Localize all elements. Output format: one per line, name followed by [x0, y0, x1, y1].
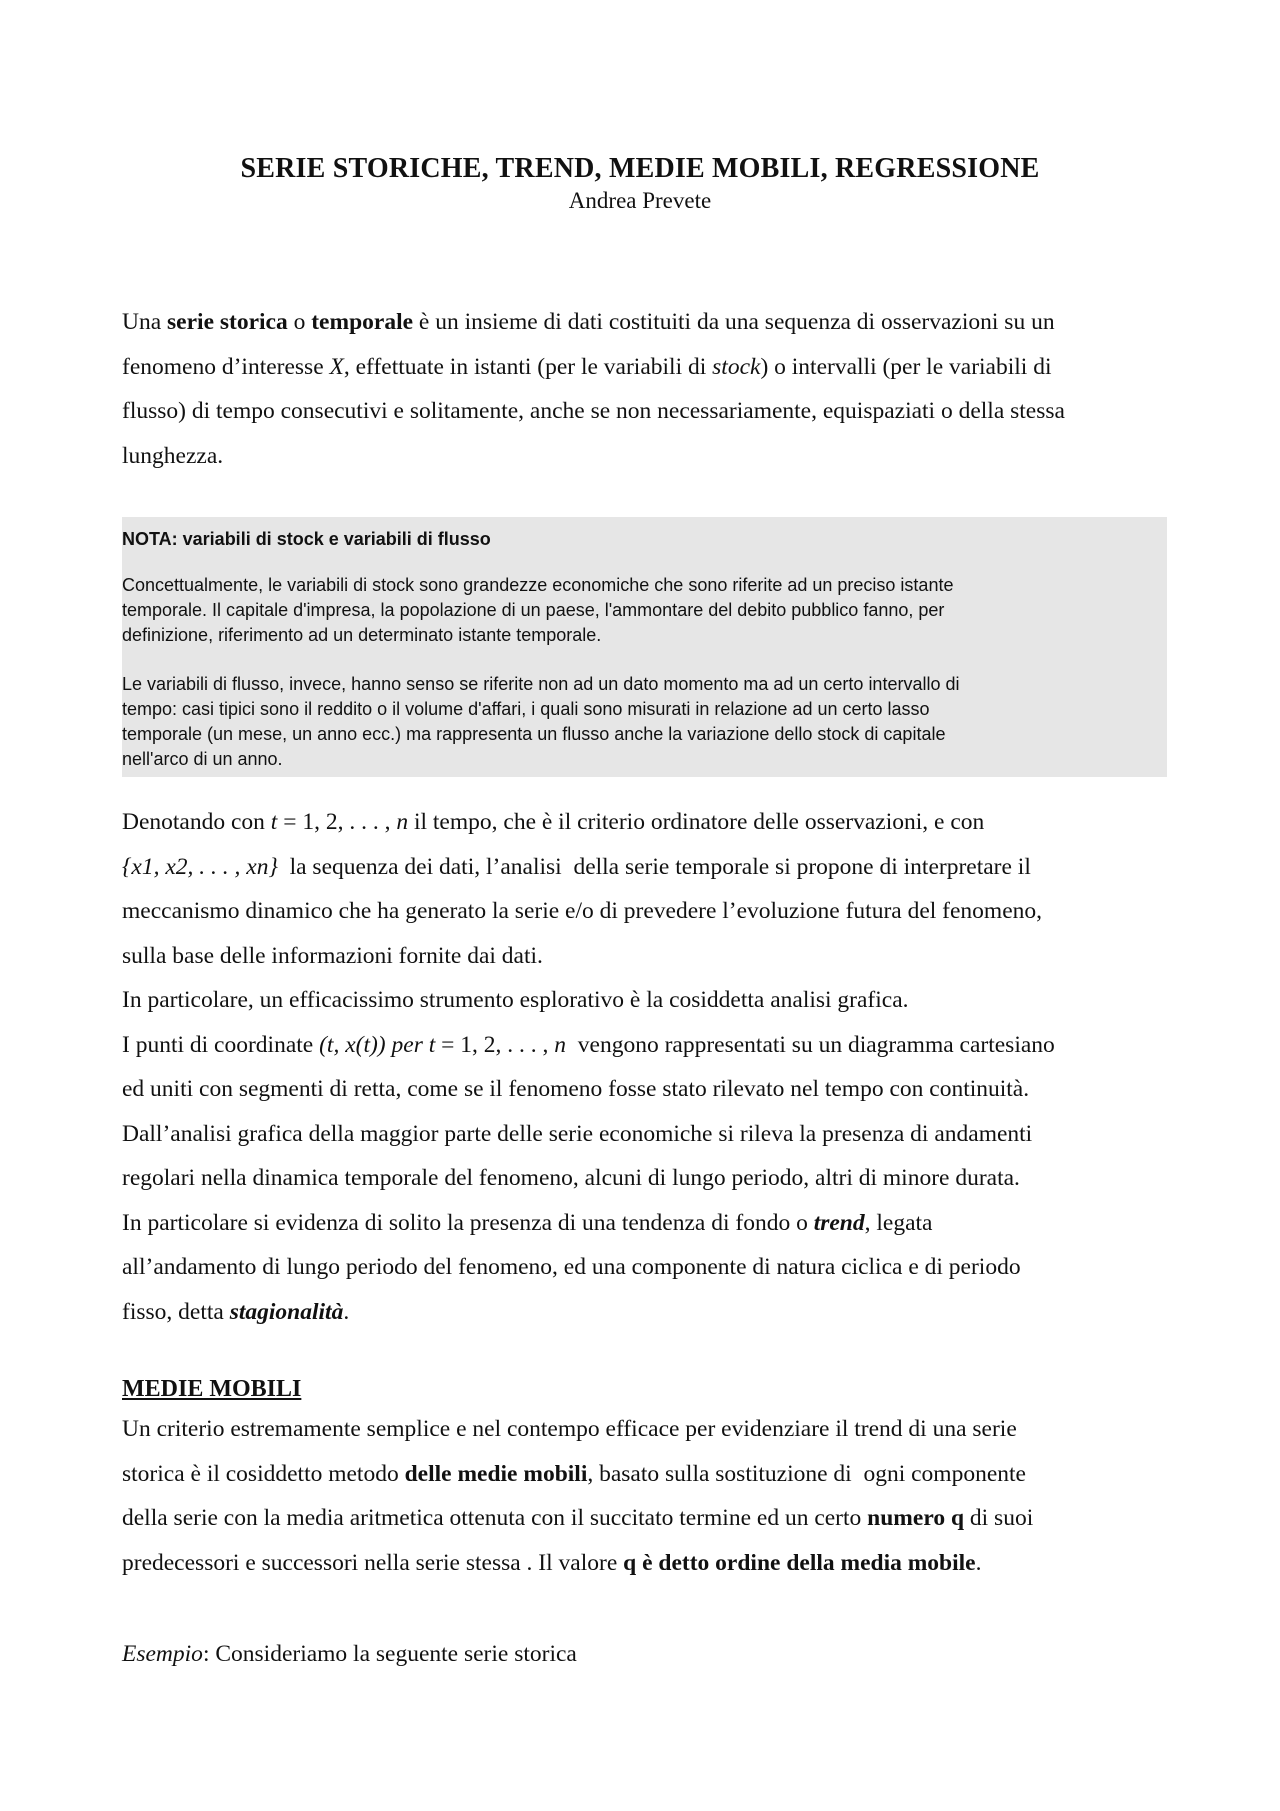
text-line: Una serie storica o temporale è un insieme di dati costituiti da una sequenza di osservazioni su un [122, 309, 1055, 335]
note-line: Concettualmente, le variabili di stock sono grandezze economiche che sono riferite ad un preciso istante [122, 575, 954, 595]
text-line: storica è il cosiddetto metodo delle medie mobili, basato sulla sostituzione di ogni componente [122, 1460, 1026, 1487]
note-line: definizione, riferimento ad un determinato istante temporale. [122, 625, 602, 645]
text-line: fenomeno d’interesse X, effettuate in istanti (per le variabili di stock) o intervalli (per le variabili di [122, 353, 1052, 380]
document-title: SERIE STORICHE, TREND, MEDIE MOBILI, REGRESSIONE [240, 153, 1040, 184]
analysis-paragraph [122, 800, 1172, 1334]
text-line: Dall’analisi grafica della maggior parte delle serie economiche si rileva la presenza di andamenti [122, 1120, 1033, 1147]
note-title: NOTA: variabili di stock e variabili di flusso [122, 529, 491, 549]
note-line: nell'arco di un anno. [122, 749, 283, 769]
text-line: Denotando con t = 1, 2, . . . , n il tempo, che è il criterio ordinatore delle osservazioni, e con [122, 809, 985, 835]
note-line: tempo: casi tipici sono il reddito o il volume d'affari, i quali sono misurati in relazione ad un certo lasso [122, 699, 930, 719]
note-paragraph-stock [122, 573, 953, 648]
text-line: predecessori e successori nella serie stessa . Il valore q è detto ordine della media mobile. [122, 1549, 982, 1576]
text-line: In particolare, un efficacissimo strumento esplorativo è la cosiddetta analisi grafica. [122, 987, 909, 1013]
text-line: della serie con la media aritmetica ottenuta con il succitato termine ed un certo numero q di suoi [122, 1505, 1034, 1531]
text-line: regolari nella dinamica temporale del fenomeno, alcuni di lungo periodo, altri di minore durata. [122, 1165, 1020, 1191]
note-line: temporale. Il capitale d'impresa, la popolazione di un paese, l'ammontare del debito pubblico fanno, per [122, 600, 945, 620]
text-line: ed uniti con segmenti di retta, come se il fenomeno fosse stato rilevato nel tempo con continuità. [122, 1076, 1030, 1102]
text-line: {x1, x2, . . . , xn} la sequenza dei dati, l’analisi della serie temporale si propone di interpretare il [122, 853, 1031, 880]
note-line: Le variabili di flusso, invece, hanno senso se riferite non ad un dato momento ma ad un certo intervallo di [122, 674, 960, 694]
section-heading: MEDIE MOBILI [122, 1376, 302, 1402]
text-line: flusso) di tempo consecutivi e solitamente, anche se non necessariamente, equispaziati o della stessa [122, 398, 1065, 424]
text-line: meccanismo dinamico che ha generato la serie e/o di prevedere l’evoluzione futura del fenomeno, [122, 898, 1043, 924]
text-line: I punti di coordinate (t, x(t)) per t = 1, 2, . . . , n vengono rappresentati su un diagramma cartesiano [122, 1031, 1055, 1058]
text-line: fisso, detta stagionalità. [122, 1298, 350, 1325]
text-line: Un criterio estremamente semplice e nel contempo efficace per evidenziare il trend di una serie [122, 1416, 1017, 1442]
text-line: all’andamento di lungo periodo del fenomeno, ed una componente di natura ciclica e di periodo [122, 1254, 1021, 1280]
note-line: temporale (un mese, un anno ecc.) ma rappresenta un flusso anche la variazione dello stock di capitale [122, 724, 946, 744]
medie-mobili-paragraph [122, 1407, 1172, 1585]
example-line [122, 1632, 1172, 1677]
text-line: Esempio: Consideriamo la seguente serie storica [122, 1641, 577, 1667]
text-line: sulla base delle informazioni fornite dai dati. [122, 942, 543, 969]
text-line: lunghezza. [122, 442, 224, 469]
text-line: In particolare si evidenza di solito la presenza di una tendenza di fondo o trend, legata [122, 1209, 933, 1236]
intro-paragraph [122, 300, 1172, 478]
document-author: Andrea Prevete [568, 188, 712, 213]
note-box [122, 517, 1167, 777]
note-paragraph-flusso [122, 672, 959, 772]
